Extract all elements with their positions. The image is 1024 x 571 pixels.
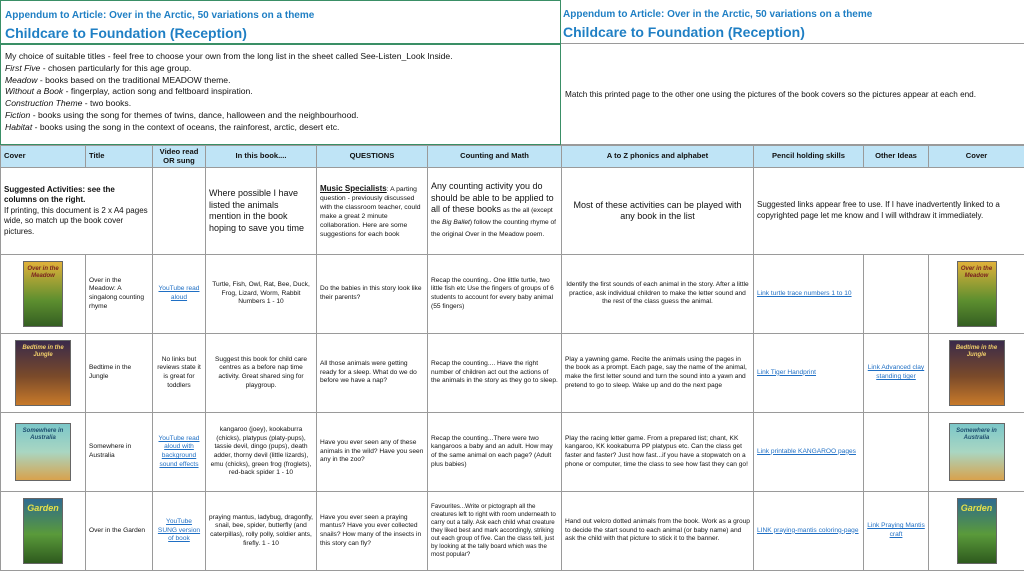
- question: Have you ever seen a praying mantus? Have you ever collected snails? How many of the insects in this story can fly?: [317, 492, 428, 571]
- question: Have you ever seen any of these animals in the wild? Have you seen any in the zoo?: [317, 413, 428, 492]
- video-note: No links but reviews state it is great for toddlers: [153, 334, 206, 413]
- music-note: Music Specialists: A parting question - previously discussed with the classroom teacher, could make a great 2 minute collaboration. Here are some suggestions for each book: [317, 168, 428, 255]
- counting: Recap the counting.... Have the right number of children act out the actions of the animals in the story as they go to sleep.: [428, 334, 562, 413]
- intro-line: Meadow - books based on the traditional MEADOW theme.: [5, 75, 556, 87]
- col-phonics: A to Z phonics and alphabet: [562, 146, 754, 168]
- intro-line: Construction Theme - two books.: [5, 98, 556, 110]
- activities-row: [1, 168, 1024, 255]
- book-title: Bedtime in the Jungle: [86, 334, 153, 413]
- pencil-link[interactable]: Link Tiger Handprint: [757, 369, 816, 376]
- in-book-note: Where possible I have listed the animals mention in the book hoping to save you time: [206, 168, 317, 255]
- intro-line: First Five - chosen particularly for this age group.: [5, 63, 556, 75]
- header-row: [1, 146, 1024, 168]
- question: All those animals were getting ready for a sleep. What do we do before we have a nap?: [317, 334, 428, 413]
- phonics: Identify the first sounds of each animal in the story. After a little practice, ask individual children to make the letter sound and the rest of the class guess the animal.: [562, 255, 754, 334]
- other-link[interactable]: Link Praying Mantis craft: [867, 522, 925, 538]
- book-cover-image: Bedtime in the Jungle: [949, 340, 1005, 406]
- col-cover: Cover: [1, 146, 86, 168]
- phonics-note: Most of these activities can be played with any book in the list: [562, 168, 754, 255]
- animals-list: Suggest this book for child care centres as a before nap time activity. Great shared sing for playgroup.: [206, 334, 317, 413]
- book-cover-right: [929, 413, 1024, 492]
- animals-list: Turtle, Fish, Owl, Rat, Bee, Duck, Frog, Lizard, Worm, Rabbit Numbers 1 - 10: [206, 255, 317, 334]
- counting: Recap the counting.. One little turtle, two little fish etc Use the fingers of groups of 6 students to account for every baby animal (55 fingers): [428, 255, 562, 334]
- pencil-link[interactable]: Link turtle trace numbers 1 to 10: [757, 290, 852, 297]
- video-link[interactable]: YouTube SUNG version of book: [158, 518, 200, 542]
- intro-box: [0, 44, 561, 145]
- match-note: Match this printed page to the other one using the pictures of the book covers so the pictures appear at each end.: [561, 44, 1024, 145]
- intro-line: Without a Book - fingerplay, action song and feltboard inspiration.: [5, 86, 556, 98]
- book-cover-image: Bedtime in the Jungle: [15, 340, 71, 406]
- book-title: Over in the Meadow: A singalong counting rhyme: [86, 255, 153, 334]
- phonics: Hand out velcro dotted animals from the book. Work as a group to decide the start sound to each animal (or baby name) and ask the child with that picture to stick it to the banner.: [562, 492, 754, 571]
- book-cover-right: [929, 334, 1024, 413]
- pencil-link[interactable]: Link printable KANGAROO pages: [757, 448, 856, 455]
- book-cover: [1, 255, 86, 334]
- col-cover-right: Cover: [929, 146, 1024, 168]
- other-link[interactable]: Link Advanced clay standing tiger: [868, 364, 924, 380]
- video-link[interactable]: YouTube read aloud: [159, 285, 200, 301]
- table-row: [1, 334, 1024, 413]
- col-in-book: In this book....: [206, 146, 317, 168]
- left-header: [0, 0, 561, 44]
- book-cover-image: Garden: [957, 498, 997, 564]
- book-cover-right: [929, 255, 1024, 334]
- counting-note: Any counting activity you do should be able to be applied to all of these books as the all (except the Big Ballet) follow the counting rhyme of the original Over in the Meadow poem.: [428, 168, 562, 255]
- book-cover: [1, 492, 86, 571]
- col-pencil: Pencil holding skills: [754, 146, 864, 168]
- left-header-subtitle: Appendum to Article: Over in the Arctic, 50 variations on a theme: [5, 10, 314, 21]
- col-title: Title: [86, 146, 153, 168]
- book-title: Over in the Garden: [86, 492, 153, 571]
- book-cover-image: Somewhere in Australia: [15, 423, 71, 481]
- col-other: Other Ideas: [864, 146, 929, 168]
- table-row: [1, 255, 1024, 334]
- phonics: Play the racing letter game. From a prepared list; chant, KK kangaroo, KK kookaburra PP platypus etc. Can the class get faster and faster? Just how fast...if you have a stopwatch on a phone or computer, time the class to see how fast they can go!: [562, 413, 754, 492]
- intro-line: Fiction - books using the song for themes of twins, dance, halloween and the neighbourhood.: [5, 110, 556, 122]
- right-header-subtitle: Appendum to Article: Over in the Arctic, 50 variations on a theme: [563, 9, 872, 20]
- animals-list: kangaroo (joey), kookaburra (chicks), platypus (platy-pups), tassie devil, dingo (pups), death adder, thorny devil (little lizards), emu (chicks), green frog (froglets), red-back spider 1 - 10: [206, 413, 317, 492]
- book-cover: [1, 334, 86, 413]
- book-cover-image: Over in the Meadow: [957, 261, 997, 327]
- pencil-link[interactable]: LINK praying-mantis coloring-page: [757, 527, 859, 534]
- counting: Recap the counting...There were two kangaroos a baby and an adult. How may of the same animal on each page? (Adult plus babies): [428, 413, 562, 492]
- counting: Favourites...Write or pictograph all the creatures left to right with room underneath to carry out a tally. Ask each child what creature they liked best and mark accordingly, striking out each group of five. Can the class tell, just by looking at the tally board which was the most popular?: [428, 492, 562, 571]
- pencil-note: Suggested links appear free to use. If I have inadvertently linked to a copyrighted page let me know and I will withdraw it immediately.: [754, 168, 1024, 255]
- col-questions: QUESTIONS: [317, 146, 428, 168]
- left-header-title: Childcare to Foundation (Reception): [5, 25, 247, 41]
- col-video: Video read OR sung: [153, 146, 206, 168]
- book-cover-right: [929, 492, 1024, 571]
- suggested-activities: Suggested Activities: see the columns on the right. If printing, this document is 2 x A4 pages wide, so match up the book cover pictures.: [1, 168, 153, 255]
- book-cover-image: Over in the Meadow: [23, 261, 63, 327]
- phonics: Play a yawning game. Recite the animals using the pages in the book as a prompt. Each page, say the name of the animal, make the first letter sound and turn the sound into a yawn and pretend to go to sleep. Wake up and do the next page: [562, 334, 754, 413]
- intro-line: Habitat - books using the song in the context of oceans, the rainforest, arctic, desert etc.: [5, 122, 556, 134]
- animals-list: praying mantus, ladybug, dragonfly, snail, bee, spider, butterfly (and caterpillas), rolly polly, soldier ants, firefly. 1 - 10: [206, 492, 317, 571]
- video-link[interactable]: YouTube read aloud with background sound effects: [159, 435, 200, 468]
- book-title: Somewhere in Australia: [86, 413, 153, 492]
- book-cover-image: Somewhere in Australia: [949, 423, 1005, 481]
- intro-line: My choice of suitable titles - feel free to choose your own from the long list in the sheet called See-Listen_Look Inside.: [5, 51, 556, 63]
- activity-table: [0, 145, 1024, 571]
- col-counting: Counting and Math: [428, 146, 562, 168]
- table-row: [1, 492, 1024, 571]
- table-row: [1, 413, 1024, 492]
- book-cover: [1, 413, 86, 492]
- right-header-title: Childcare to Foundation (Reception): [563, 24, 805, 40]
- book-cover-image: Garden: [23, 498, 63, 564]
- question: Do the babies in this story look like their parents?: [317, 255, 428, 334]
- right-header: [561, 0, 1024, 44]
